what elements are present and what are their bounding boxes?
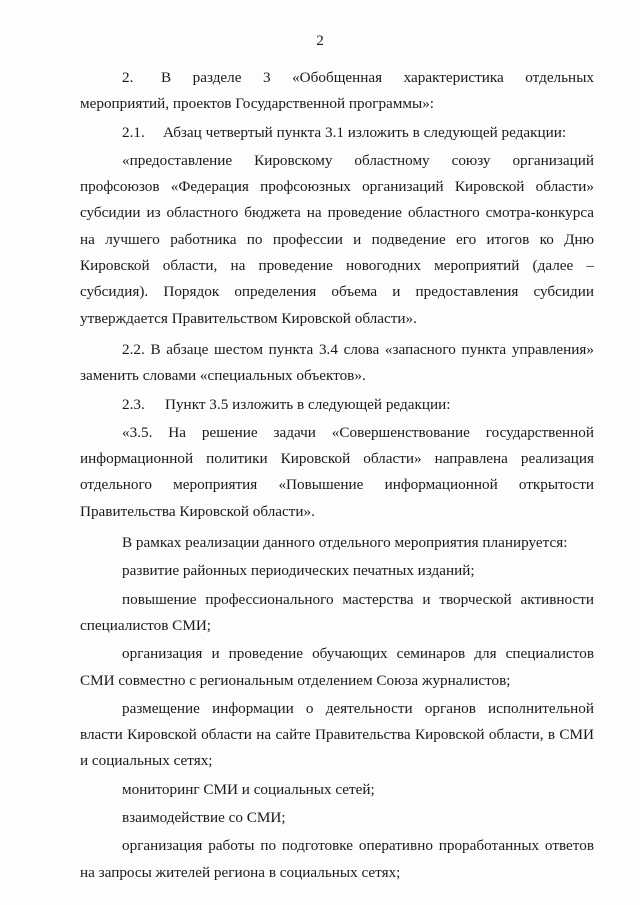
item-number-2: 2. [122, 69, 134, 86]
list-item-answers: организация работы по подготовке оперативно проработанных ответов на запросы жителей региона в социальных сетях; [80, 837, 594, 881]
paragraph-3-5: «3.5. На решение задачи «Совершенствование государственной информационной политики Кировской области» направлена реализация отдельного мероприятия «Повышение информационной открытости Правительства Кировской области». [80, 423, 594, 520]
list-item-regional-press: развитие районных периодических печатных изданий; [122, 562, 475, 580]
paragraph-2-1-text: Абзац четвертый пункта 3.1 изложить в следующей редакции: [163, 123, 567, 141]
paragraph-2-1 [80, 120, 594, 146]
paragraph-2-3-text: Пункт 3.5 изложить в следующей редакции: [165, 395, 451, 413]
paragraph-2-text: В разделе 3 «Обобщенная характеристика отдельных мероприятий, проектов Государственной программы»: [80, 69, 594, 113]
paragraph-2-3 [80, 392, 594, 418]
paragraph-2 [80, 65, 594, 118]
document-body [80, 65, 594, 886]
list-item-professional-skill: повышение профессионального мастерства и творческой активности специалистов СМИ; [80, 590, 594, 634]
list-item-monitoring: мониторинг СМИ и социальных сетей; [122, 780, 375, 798]
item-number-2-3: 2.3. [122, 395, 145, 413]
page-number: 2 [316, 32, 324, 49]
paragraph-subsidy-quote: «предоставление Кировскому областному союзу организаций профсоюзов «Федерация профсоюзных организаций Кировской области» субсидии из областного бюджета на проведение областного смотра-конкурса на лучшего работника по профессии и подведение его итогов ко Дню Кировской области, на проведение новогодних мероприятий (далее – субсидия). Порядок определения объема и предоставления субсидии утверждается Правительством Кировской области». [80, 151, 594, 327]
paragraph-2-2: 2.2. В абзаце шестом пункта 3.4 слова «запасного пункта управления» заменить словами «специальных объектов». [80, 340, 594, 385]
list-item-information-placement: размещение информации о деятельности органов исполнительной власти Кировской области на сайте Правительства Кировской области, в СМИ и социальных сетях; [80, 699, 594, 770]
paragraph-planned-intro: В рамках реализации данного отдельного мероприятия планируется: [122, 534, 568, 552]
item-number-2-1: 2.1. [122, 123, 145, 141]
list-item-media-interaction: взаимодействие со СМИ; [122, 809, 286, 827]
list-item-seminars: организация и проведение обучающих семинаров для специалистов СМИ совместно с региональным отделением Союза журналистов; [80, 645, 594, 689]
